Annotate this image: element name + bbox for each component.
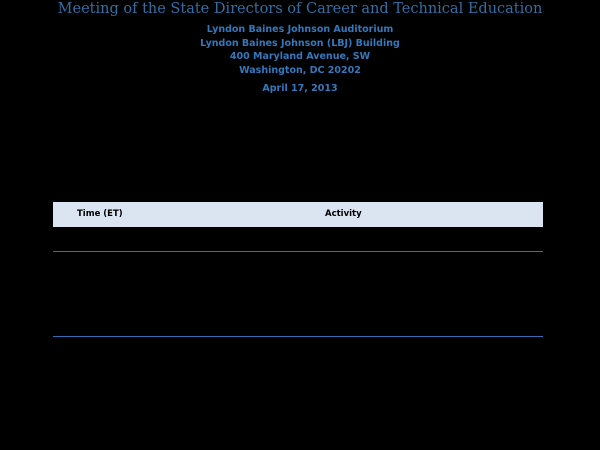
table-row-divider <box>53 251 543 252</box>
venue-line-building: Lyndon Baines Johnson (LBJ) Building <box>200 37 400 49</box>
table-row-divider <box>53 336 543 337</box>
meeting-date: April 17, 2013 <box>262 83 338 94</box>
agenda-table-header <box>53 202 543 227</box>
venue-address <box>0 23 600 78</box>
venue-line-auditorium: Lyndon Baines Johnson Auditorium <box>206 24 394 35</box>
page-title: Meeting of the State Directors of Career and Technical Education <box>57 1 543 17</box>
venue-line-street: 400 Maryland Avenue, SW <box>229 51 371 63</box>
column-header-time: Time (ET) <box>77 209 123 219</box>
venue-line-city: Washington, DC 20202 <box>239 65 361 77</box>
column-header-activity: Activity <box>325 209 362 219</box>
